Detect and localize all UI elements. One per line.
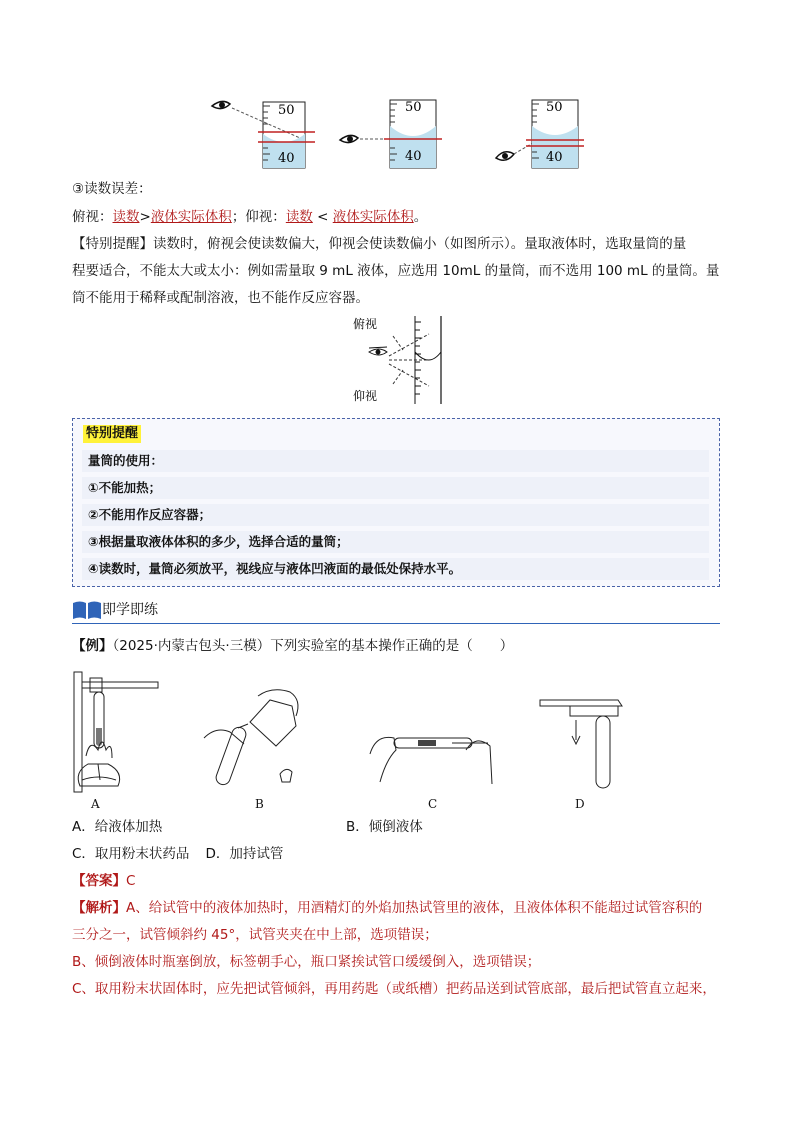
cyl1-bottom-mark: 40 — [278, 151, 295, 166]
tip-row: ①不能加热； — [82, 477, 709, 499]
tip-row: ②不能用作反应容器； — [82, 504, 709, 526]
analysis-line-4: C、取用粉末状固体时，应先把试管倾斜，再用药匙（或纸槽）把药品送到试管底部，最后把试管直立起来， — [72, 981, 716, 997]
answer-line — [72, 872, 135, 890]
special-reminder-box — [72, 418, 720, 587]
yangshi-actual: 液体实际体积 — [332, 209, 414, 225]
reminder-line-1: 【特别提醒】读数时，俯视会使读数偏大，仰视会使读数偏小（如图所示）。量取液体时，选取量筒的量 — [72, 236, 687, 252]
cyl3-top-mark: 50 — [546, 100, 563, 115]
tip-row: ③根据量取液体体积的多少，选择合适的量筒； — [82, 531, 709, 553]
section-heading: ③读数误差： — [72, 181, 152, 197]
fushi-label: 俯视： — [72, 209, 113, 225]
reminder-line-3: 筒不能用于稀释或配制溶液，也不能作反应容器。 — [72, 290, 369, 306]
cyl3-bottom-mark: 40 — [546, 150, 563, 165]
example-tag: 【例】 — [72, 638, 113, 654]
analysis-label: 【解析】 — [72, 900, 126, 916]
book-icon — [72, 600, 102, 620]
cyl2-bottom-mark: 40 — [405, 149, 422, 164]
analysis-text: A、给试管中的液体加热时，用酒精灯的外焰加热试管里的液体，且液体体积不能超过试管容积的 — [126, 900, 703, 916]
option-d: D．加持试管 — [205, 846, 284, 862]
eye-icon — [212, 101, 230, 108]
apparatus-c-image — [366, 724, 498, 790]
image-label-c: C — [428, 797, 438, 811]
analysis-line-2: 三分之一，试管倾斜约 45°，试管夹夹在中上部，选项错误； — [72, 927, 438, 943]
reading-error-line — [72, 208, 427, 226]
option-b: B．倾倒液体 — [346, 819, 423, 835]
fushi-operator: > — [139, 209, 151, 225]
yangshi-reading: 读数 — [285, 209, 313, 225]
image-label-b: B — [255, 797, 264, 811]
fushi-figure-label: 俯视 — [353, 317, 378, 331]
cyl1-top-mark: 50 — [278, 103, 295, 118]
cylinder-looking-down — [212, 101, 315, 168]
example-text: 下列实验室的基本操作正确的是（ ） — [270, 638, 514, 654]
tip-title: 特别提醒 — [83, 425, 141, 443]
cylinder-looking-up — [496, 100, 584, 168]
fushi-actual: 液体实际体积 — [150, 209, 232, 225]
yangshi-operator: < — [312, 209, 333, 225]
tip-row: ④读数时，量筒必须放平，视线应与液体凹液面的最低处保持水平。 — [82, 558, 709, 580]
image-label-a: A — [91, 797, 100, 811]
eye-icon — [496, 152, 514, 161]
analysis-line-3: B、倾倒液体时瓶塞倒放，标签朝手心，瓶口紧挨试管口缓缓倒入，选项错误； — [72, 954, 541, 970]
fushi-reading: 读数 — [112, 209, 140, 225]
reminder-line-2: 程要适合，不能太大或太小：例如需量取 9 mL 液体，应选用 10mL 的量筒，而不选用 100 mL 的量筒。量 — [72, 263, 720, 279]
example-question — [72, 637, 513, 655]
apparatus-b-image — [200, 682, 310, 794]
cylinder-reading-figure — [200, 92, 600, 172]
period: 。 — [413, 209, 428, 225]
eye-icon — [340, 135, 358, 142]
apparatus-d-image — [536, 694, 628, 794]
cylinder-level-view — [340, 100, 442, 168]
tip-row: 量筒的使用： — [82, 450, 709, 472]
apparatus-a-image — [68, 668, 168, 796]
example-source: （2025·内蒙古包头·三模） — [112, 638, 271, 654]
answer-value: C — [126, 873, 136, 889]
view-angle-figure — [345, 312, 455, 407]
practice-heading-text: 即学即练 — [102, 602, 158, 618]
options-c-d — [72, 845, 283, 863]
yangshi-figure-label: 仰视 — [353, 389, 378, 403]
eye-icon — [369, 347, 387, 355]
divider — [72, 623, 720, 624]
option-a: A．给液体加热 — [72, 819, 163, 835]
option-c: C．取用粉末状药品 — [72, 846, 190, 862]
cyl2-top-mark: 50 — [405, 100, 422, 115]
answer-label: 【答案】 — [72, 873, 126, 889]
separator: ；仰视： — [231, 209, 286, 225]
image-label-d: D — [575, 797, 585, 811]
analysis-line-1 — [72, 899, 702, 917]
